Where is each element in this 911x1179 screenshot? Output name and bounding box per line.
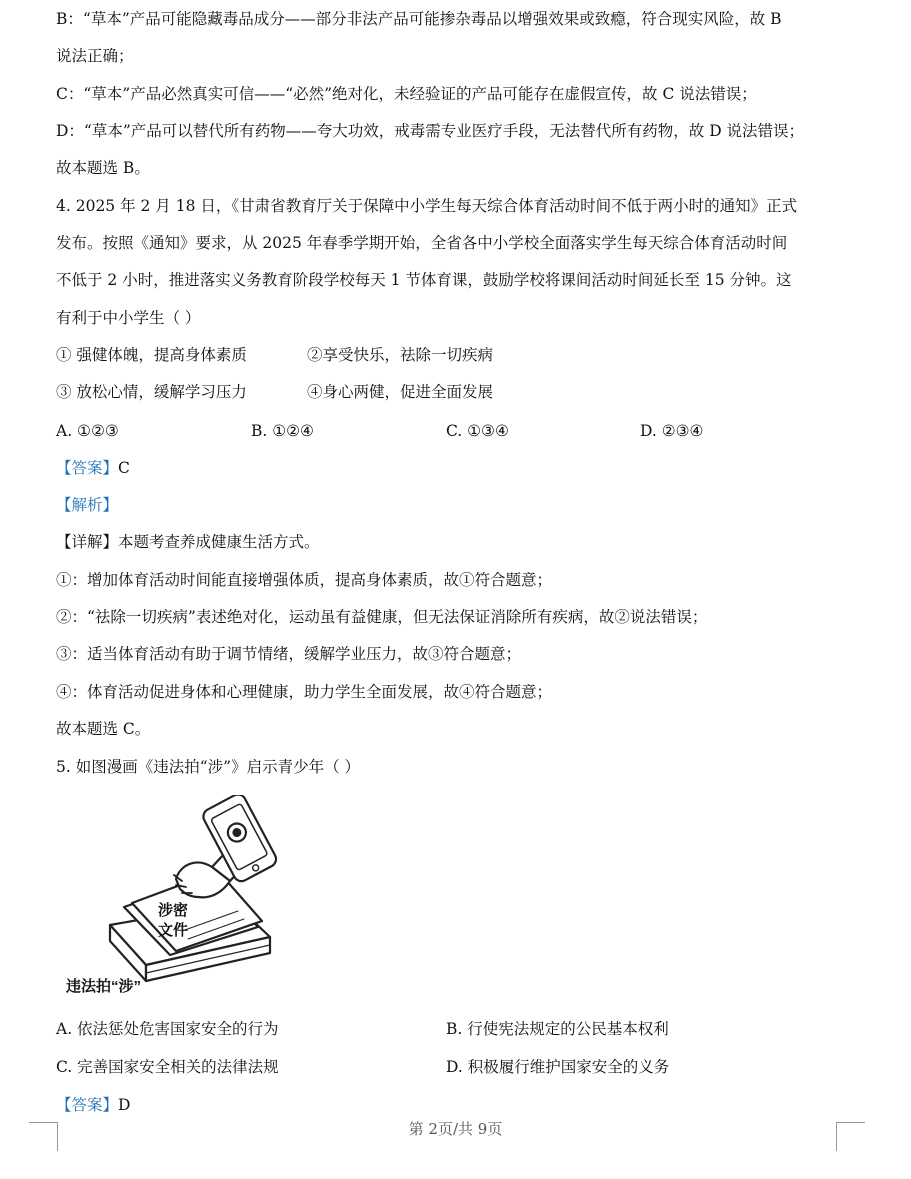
q4-statement-3: ③ 放松心情，缓解学习压力 xyxy=(56,383,247,401)
q4-option-d: D. ②③④ xyxy=(640,422,704,440)
q4-stem-line2: 发布。按照《通知》要求，从 2025 年春季学期开始，全省各中小学校全面落实学生每天综合体育活动时间 xyxy=(56,234,788,252)
q4-answer xyxy=(56,457,130,479)
q4-stem-line4: 有利于中小学生（ ） xyxy=(56,309,201,327)
comic-illustration xyxy=(62,795,292,1000)
q5-option-c: C. 完善国家安全相关的法律法规 xyxy=(56,1058,279,1076)
q4-option-c: C. ①③④ xyxy=(446,422,509,440)
q4-answer-value: C xyxy=(118,459,130,477)
q4-statement-2: ②享受快乐，祛除一切疾病 xyxy=(307,346,494,364)
q5-answer-value: D xyxy=(118,1096,131,1114)
comic-doc-line1: 涉密 xyxy=(158,902,189,919)
q4-explanation-3: ③：适当体育活动有助于调节情绪，缓解学业压力，故③符合题意； xyxy=(56,645,522,663)
page-number: 第 2页/共 9页 xyxy=(408,1120,503,1138)
q5-answer xyxy=(56,1094,130,1116)
comic-drawing xyxy=(62,795,292,1000)
q5-option-d: D. 积极履行维护国家安全的义务 xyxy=(446,1058,670,1076)
q4-analysis-tag: 【解析】 xyxy=(56,496,119,514)
q5-option-b: B. 行使宪法规定的公民基本权利 xyxy=(446,1020,669,1038)
q5-option-a: A. 依法惩处危害国家安全的行为 xyxy=(56,1020,279,1038)
explanation-b-line2: 说法正确； xyxy=(56,47,134,65)
q4-explanation-2: ②：“祛除一切疾病”表述绝对化，运动虽有益健康，但无法保证消除所有疾病，故②说法错误； xyxy=(56,608,708,626)
q4-explanation-1: ①：增加体育活动时间能直接增强体质，提高身体素质，故①符合题意； xyxy=(56,571,553,589)
q4-explanation-4: ④：体育活动促进身体和心理健康，助力学生全面发展，故④符合题意； xyxy=(56,683,553,701)
q5-answer-tag: 【答案】 xyxy=(56,1096,119,1114)
q5-stem: 5. 如图漫画《违法拍“涉”》启示青少年（ ） xyxy=(56,758,360,776)
explanation-d-line: D：“草本”产品可以替代所有药物——夸大功效，戒毒需专业医疗手段，无法替代所有药物，故 D 说法错误； xyxy=(56,122,805,140)
q4-stem-line1: 4. 2025 年 2 月 18 日，《甘肃省教育厅关于保障中小学生每天综合体育活动时间不低于两小时的通知》正式 xyxy=(56,197,798,215)
q4-detail-line: 【详解】本题考查养成健康生活方式。 xyxy=(56,533,320,551)
q4-statement-4: ④身心两健，促进全面发展 xyxy=(307,383,494,401)
comic-caption: 违法拍“涉” xyxy=(66,978,142,995)
q4-stem-line3: 不低于 2 小时，推进落实义务教育阶段学校每天 1 节体育课，鼓励学校将课间活动时间延长至 15 分钟。这 xyxy=(56,271,792,289)
comic-doc-line2: 文件 xyxy=(158,922,189,939)
explanation-b-line1: B：“草本”产品可能隐藏毒品成分——部分非法产品可能掺杂毒品以增强效果或致瘾，符合现实风险，故 B xyxy=(56,10,782,28)
explanation-conclusion: 故本题选 B。 xyxy=(56,159,150,177)
q4-conclusion: 故本题选 C。 xyxy=(56,720,151,738)
q4-option-b: B. ①②④ xyxy=(251,422,314,440)
q4-answer-tag: 【答案】 xyxy=(56,459,119,477)
q4-statement-1: ① 强健体魄，提高身体素质 xyxy=(56,346,247,364)
q4-option-a: A. ①②③ xyxy=(56,422,119,440)
explanation-c-line: C：“草本”产品必然真实可信——“必然”绝对化，未经验证的产品可能存在虚假宣传，故 C 说法错误； xyxy=(56,85,757,103)
